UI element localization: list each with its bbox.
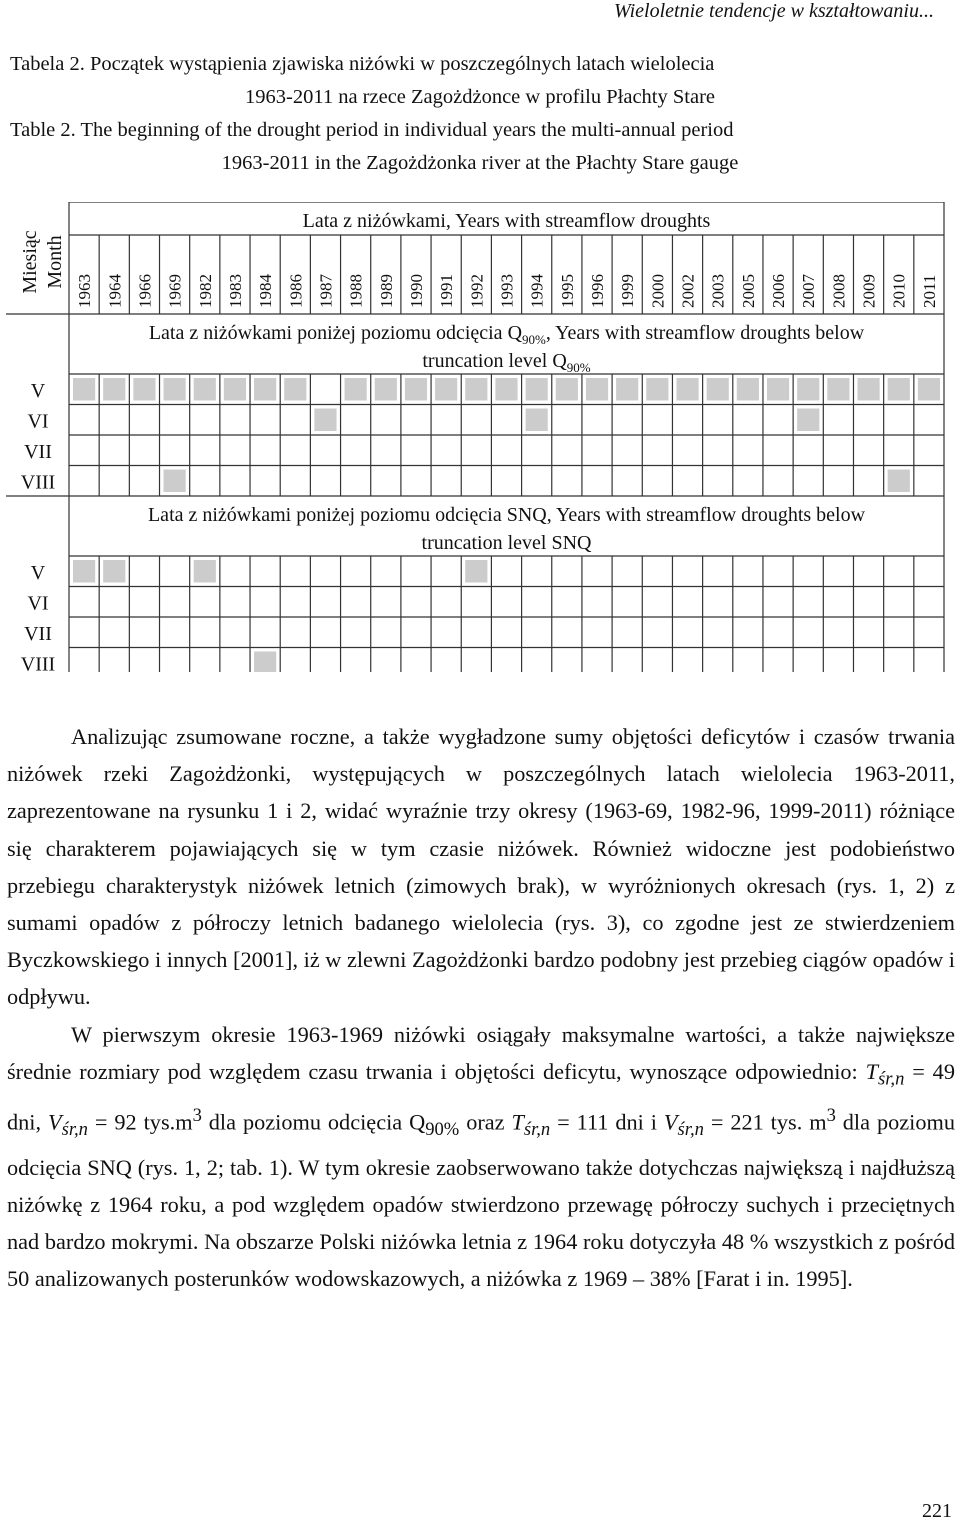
p2-symbol-v1: V	[48, 1109, 62, 1135]
q90-cell-V-2003	[707, 378, 729, 401]
q90-cell-V-1982	[194, 378, 216, 401]
q90-month-VII: VII	[24, 441, 52, 463]
q90-cell-VIII-2010	[888, 470, 910, 493]
year-label-1991: 1991	[437, 274, 457, 308]
year-label-1995: 1995	[557, 274, 577, 308]
year-label-1984: 1984	[256, 274, 276, 308]
q90-cell-V-1966	[133, 378, 155, 401]
year-label-2009: 2009	[859, 274, 879, 308]
year-label-2011: 2011	[919, 274, 939, 308]
year-label-1987: 1987	[316, 274, 336, 308]
q90-cell-V-1995	[556, 378, 578, 401]
year-label-2010: 2010	[889, 274, 909, 308]
caption-en-line2: 1963-2011 in the Zagożdżonka river at the Płachty Stare gauge	[221, 152, 739, 174]
q90-title-line2: truncation level $Q_{90\%}$	[422, 350, 591, 375]
q90-cell-V-2011	[918, 378, 940, 401]
p2-part-e: oraz	[459, 1109, 512, 1135]
year-label-1990: 1990	[406, 274, 426, 308]
body-text	[7, 718, 955, 1297]
q90-cell-V-2005	[737, 378, 759, 401]
q90-month-VI: VI	[27, 410, 49, 433]
q90-month-V: V	[30, 380, 46, 402]
snq-month-VI: VI	[27, 592, 49, 615]
year-label-2007: 2007	[799, 274, 819, 308]
year-label-1966: 1966	[135, 274, 155, 308]
p2-sub-srn-2: śr,n	[61, 1119, 88, 1141]
snq-month-VII: VII	[24, 623, 52, 645]
q90-cell-V-1999	[616, 378, 638, 401]
q90-cell-V-2008	[827, 378, 849, 401]
q90-cell-V-1964	[103, 378, 125, 401]
q90-title-line1: Lata z niżówkami poniżej poziomu odcięcia $Q_{90\%}$, Years with streamflow droughts below	[148, 322, 865, 347]
year-label-1992: 1992	[467, 274, 487, 308]
q90-cell-VIII-1969	[164, 470, 186, 493]
q90-cell-V-1990	[405, 378, 427, 401]
p2-sub-90: 90%	[425, 1119, 460, 1141]
q90-cell-V-1984	[254, 378, 276, 401]
caption-pl-line1	[0, 48, 960, 81]
p2-part-f: = 111 dni i	[550, 1109, 664, 1135]
year-label-2003: 2003	[708, 274, 728, 308]
year-label-1993: 1993	[497, 274, 517, 308]
year-label-1982: 1982	[195, 274, 215, 308]
snq-cell-VIII-1984	[254, 652, 276, 673]
q90-cell-V-2006	[767, 378, 789, 401]
q90-cell-V-1983	[224, 378, 246, 401]
year-label-2008: 2008	[829, 274, 849, 308]
p2-sub-srn-4: śr,n	[677, 1119, 704, 1141]
paragraph-2	[7, 1016, 955, 1298]
year-label-1994: 1994	[527, 274, 547, 308]
year-label-1989: 1989	[376, 274, 396, 308]
q90-cell-VI-2007	[797, 409, 819, 432]
year-label-1999: 1999	[618, 274, 638, 308]
q90-cell-VI-1994	[526, 409, 548, 432]
q90-cell-V-1989	[375, 378, 397, 401]
snq-cell-V-1992	[465, 560, 487, 583]
drought-table-grid	[6, 202, 946, 672]
p2-part-h: dla poziomu odcięcia SNQ (rys. 1, 2; tab. 1). W tym okresie zaobserwowano także dotychczas największą i najdłuższą niżówkę z 1964 roku, a pod względem opadów stwierdzono przewagę półroczy suchych i przeciętnych nad bardzo mokrymi. Na obszarze Polski niżówka letnia z 1964 roku dotyczyła 48 % wszystkich z pośród 50 analizowanych posterunków wodowskazowych, a niżówka z 1969 – 38% [Farat i in. 1995].	[7, 1109, 955, 1292]
p2-part-c: = 92 tys.m	[87, 1109, 193, 1135]
year-label-2000: 2000	[648, 274, 668, 308]
q90-cell-V-2000	[646, 378, 668, 401]
snq-cell-V-1982	[194, 560, 216, 583]
p2-sub-srn-1: śr,n	[878, 1068, 905, 1090]
q90-cell-V-1969	[164, 378, 186, 401]
year-label-1969: 1969	[165, 274, 185, 308]
q90-cell-V-1993	[495, 378, 517, 401]
snq-title-line2: truncation level SNQ	[421, 532, 592, 554]
year-label-2002: 2002	[678, 274, 698, 308]
year-label-1988: 1988	[346, 274, 366, 308]
year-label-1964: 1964	[105, 274, 125, 308]
q90-cell-V-2007	[797, 378, 819, 401]
caption-en-label: Table 2.	[10, 119, 76, 141]
year-label-1983: 1983	[225, 274, 245, 308]
table-caption	[0, 48, 960, 180]
snq-cell-V-1963	[73, 560, 95, 583]
running-head: Wieloletnie tendencje w kształtowaniu...	[614, 0, 934, 22]
year-label-1986: 1986	[286, 274, 306, 308]
q90-cell-V-1988	[345, 378, 367, 401]
caption-pl-label: Tabela 2.	[10, 53, 85, 75]
q90-cell-V-2010	[888, 378, 910, 401]
q90-cell-V-2009	[857, 378, 879, 401]
years-header: Lata z niżówkami, Years with streamflow droughts	[302, 210, 711, 232]
snq-cell-V-1964	[103, 560, 125, 583]
p2-symbol-t2: T	[511, 1109, 524, 1135]
q90-cell-V-1963	[73, 378, 95, 401]
year-label-2006: 2006	[769, 274, 789, 308]
caption-pl-text1: Początek wystąpienia zjawiska niżówki w poszczególnych latach wielolecia	[89, 53, 715, 75]
snq-title-line1: Lata z niżówkami poniżej poziomu odcięcia SNQ, Years with streamflow droughts below	[147, 504, 866, 526]
caption-pl-line2: 1963-2011 na rzece Zagożdżonce w profilu Płachty Stare	[245, 86, 715, 108]
page-number: 221	[922, 1500, 952, 1522]
p2-sub-srn-3: śr,n	[523, 1119, 551, 1141]
p2-part-a: W pierwszym okresie 1963-1969 niżówki osiągały maksymalne wartości, a także największe średnie rozmiary pod względem czasu trwania i objętości deficytu, wynoszące odpowiednio:	[7, 1021, 955, 1084]
p2-part-b: = 49 dni,	[7, 1058, 955, 1135]
q90-cell-V-1991	[435, 378, 457, 401]
year-label-1996: 1996	[588, 274, 608, 308]
q90-cell-V-1986	[284, 378, 306, 401]
snq-month-V: V	[30, 562, 46, 584]
year-label-2005: 2005	[738, 274, 758, 308]
year-label-1963: 1963	[75, 274, 95, 308]
q90-cell-V-1996	[586, 378, 608, 401]
p2-sup-3b: 3	[826, 1105, 836, 1127]
caption-en-text1: The beginning of the drought period in individual years the multi-annual period	[80, 119, 734, 141]
snq-month-VIII: VIII	[20, 653, 56, 672]
p2-sup-3a: 3	[192, 1105, 202, 1127]
q90-cell-V-1994	[526, 378, 548, 401]
month-header-pl: Miesiąc	[19, 230, 41, 294]
p2-part-d: dla poziomu odcięcia Q	[201, 1109, 426, 1135]
q90-cell-VI-1987	[314, 409, 336, 432]
p2-part-g: = 221 tys. m	[703, 1109, 827, 1135]
drought-table	[6, 202, 946, 677]
paragraph-1: Analizując zsumowane roczne, a także wygładzone sumy objętości deficytów i czasów trwania niżówek rzeki Zagożdżonki, występujących w poszczególnych latach wielolecia 1963-2011, zaprezentowane na rysunku 1 i 2, widać wyraźnie trzy okresy (1963-69, 1982-96, 1999-2011) różniące się charakterem pojawiających się w tym czasie niżówek. Również widoczne jest podobieństwo przebiegu charakterystyk niżówek letnich (zimowych brak), w wyróżnionych okresach (rys. 1, 2) z sumami opadów z półroczy letnich badanego wielolecia (rys. 3), co zgodne jest ze stwierdzeniem Byczkowskiego i innych [2001], iż w zlewni Zagożdżonki bardzo podobny jest przebieg ciągów opadów i odpływu.	[7, 724, 955, 1010]
q90-cell-V-2002	[676, 378, 698, 401]
p2-symbol-t1: T	[865, 1058, 879, 1084]
p2-symbol-v2: V	[663, 1109, 678, 1135]
month-header-en: Month	[44, 235, 66, 289]
q90-month-VIII: VIII	[20, 471, 56, 494]
q90-cell-V-1992	[465, 378, 487, 401]
caption-en-line1	[0, 114, 960, 147]
